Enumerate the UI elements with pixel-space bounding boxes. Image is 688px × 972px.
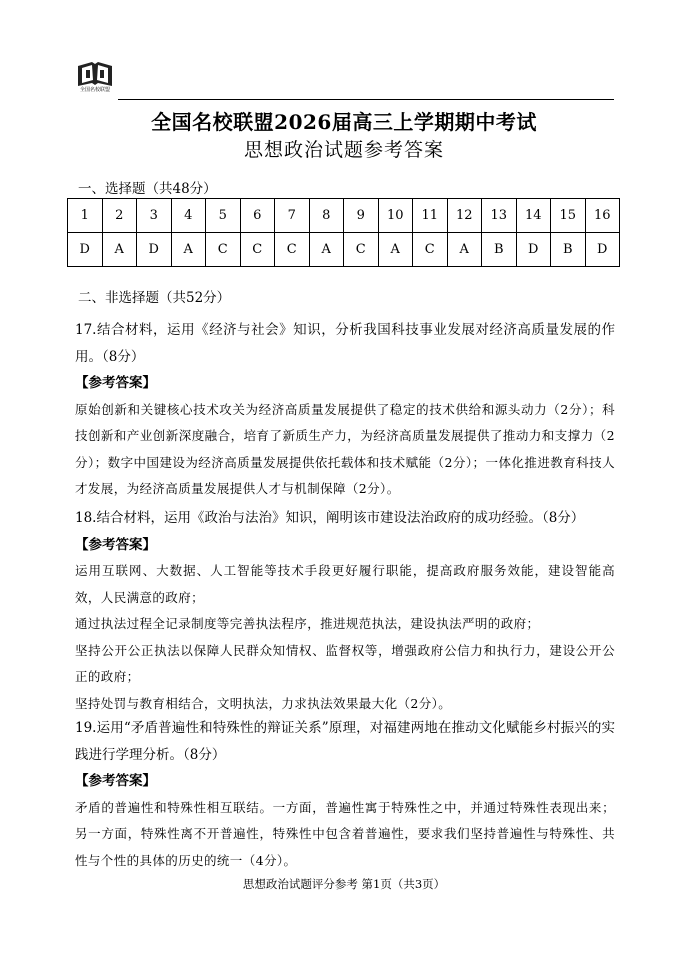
answer-letter: A <box>309 233 344 267</box>
question-19-block <box>75 715 615 874</box>
header-rule <box>118 99 614 100</box>
page-title: 全国名校联盟2026届高三上学期期中考试 <box>151 110 537 134</box>
answer-letter: B <box>482 233 517 267</box>
question-number: 4 <box>171 199 206 233</box>
answer-letter: C <box>275 233 310 267</box>
answer-letter: C <box>240 233 275 267</box>
question-number: 3 <box>137 199 172 233</box>
answer-letter: A <box>171 233 206 267</box>
question-number: 6 <box>240 199 275 233</box>
question-18-answer-3: 坚持公开公正执法以保障人民群众知情权、监督权等，增强政府公信力和执行力，建设公开公正的政府； <box>75 642 615 684</box>
question-number: 16 <box>585 199 620 233</box>
question-number: 5 <box>206 199 241 233</box>
answer-letter: A <box>102 233 137 267</box>
answer-letter: B <box>551 233 586 267</box>
page-subtitle: 思想政治试题参考答案 <box>243 139 444 161</box>
question-17-block <box>75 317 615 503</box>
question-17-text: 17.结合材料，运用《经济与社会》知识，分析我国科技事业发展对经济高质量发展的作用。（8分） <box>75 322 615 365</box>
question-19-text: 19.运用“矛盾普遍性和特殊性的辩证关系”原理，对福建两地在推动文化赋能乡村振兴的实践进行学理分析。（8分） <box>75 720 615 763</box>
question-number: 14 <box>516 199 551 233</box>
question-number: 11 <box>413 199 448 233</box>
question-number: 1 <box>68 199 103 233</box>
question-17-answer: 原始创新和关键核心技术攻关为经济高质量发展提供了稳定的技术供给和源头动力（2分）；科技创新和产业创新深度融合，培育了新质生产力，为经济高质量发展提供了推动力和支撑力（2分）；数字中国建设为经济高质量发展提供依托载体和技术赋能（2分）；一体化推进教育科技人才发展，为经济高质量发展提供人才与机制保障（2分）。 <box>75 401 615 496</box>
question-19-answer: 矛盾的普遍性和特殊性相互联结。一方面，普遍性寓于特殊性之中，并通过特殊性表现出来；另一方面，特殊性离不开普遍性，特殊性中包含着普遍性，要求我们坚持普遍性与特殊性、共性与个性的具体的历史的统一（4分）。 <box>75 799 615 868</box>
question-number: 12 <box>447 199 482 233</box>
answer-letter: A <box>447 233 482 267</box>
question-18-answer-4: 坚持处罚与教育相结合，文明执法，力求执法效果最大化（2分）。 <box>75 695 452 711</box>
answer-letter: D <box>516 233 551 267</box>
logo-text: 全国名校联盟 <box>79 87 110 93</box>
section2-heading: 二、非选择题（共52分） <box>78 290 231 306</box>
reference-answer-label: 【参考答案】 <box>75 375 156 391</box>
question-number: 9 <box>344 199 379 233</box>
question-number: 10 <box>378 199 413 233</box>
question-18-answer-2: 通过执法过程全记录制度等完善执法程序，推进规范执法，建设执法严明的政府； <box>75 616 540 631</box>
question-number: 8 <box>309 199 344 233</box>
answer-table <box>67 198 620 267</box>
answer-letter: D <box>137 233 172 267</box>
answer-letter: C <box>344 233 379 267</box>
answer-letter: C <box>413 233 448 267</box>
answer-letter: C <box>206 233 241 267</box>
section1-heading: 一、选择题（共48分） <box>78 181 217 197</box>
question-18-answer-1: 运用互联网、大数据、人工智能等技术手段更好履行职能，提高政府服务效能，建设智能高效，人民满意的政府； <box>75 563 615 605</box>
page-footer: 思想政治试题评分参考 第1页（共3页） <box>242 877 446 891</box>
question-18-block <box>75 505 615 717</box>
answer-letter: D <box>585 233 620 267</box>
question-number: 7 <box>275 199 310 233</box>
answer-table-answer-row <box>68 233 620 267</box>
question-number: 15 <box>551 199 586 233</box>
question-number: 2 <box>102 199 137 233</box>
answer-table-number-row <box>68 199 620 233</box>
question-number: 13 <box>482 199 517 233</box>
question-18-text: 18.结合材料，运用《政治与法治》知识，阐明该市建设法治政府的成功经验。（8分） <box>75 510 585 526</box>
reference-answer-label: 【参考答案】 <box>75 773 156 789</box>
reference-answer-label: 【参考答案】 <box>75 536 156 553</box>
answer-letter: D <box>68 233 103 267</box>
answer-letter: A <box>378 233 413 267</box>
